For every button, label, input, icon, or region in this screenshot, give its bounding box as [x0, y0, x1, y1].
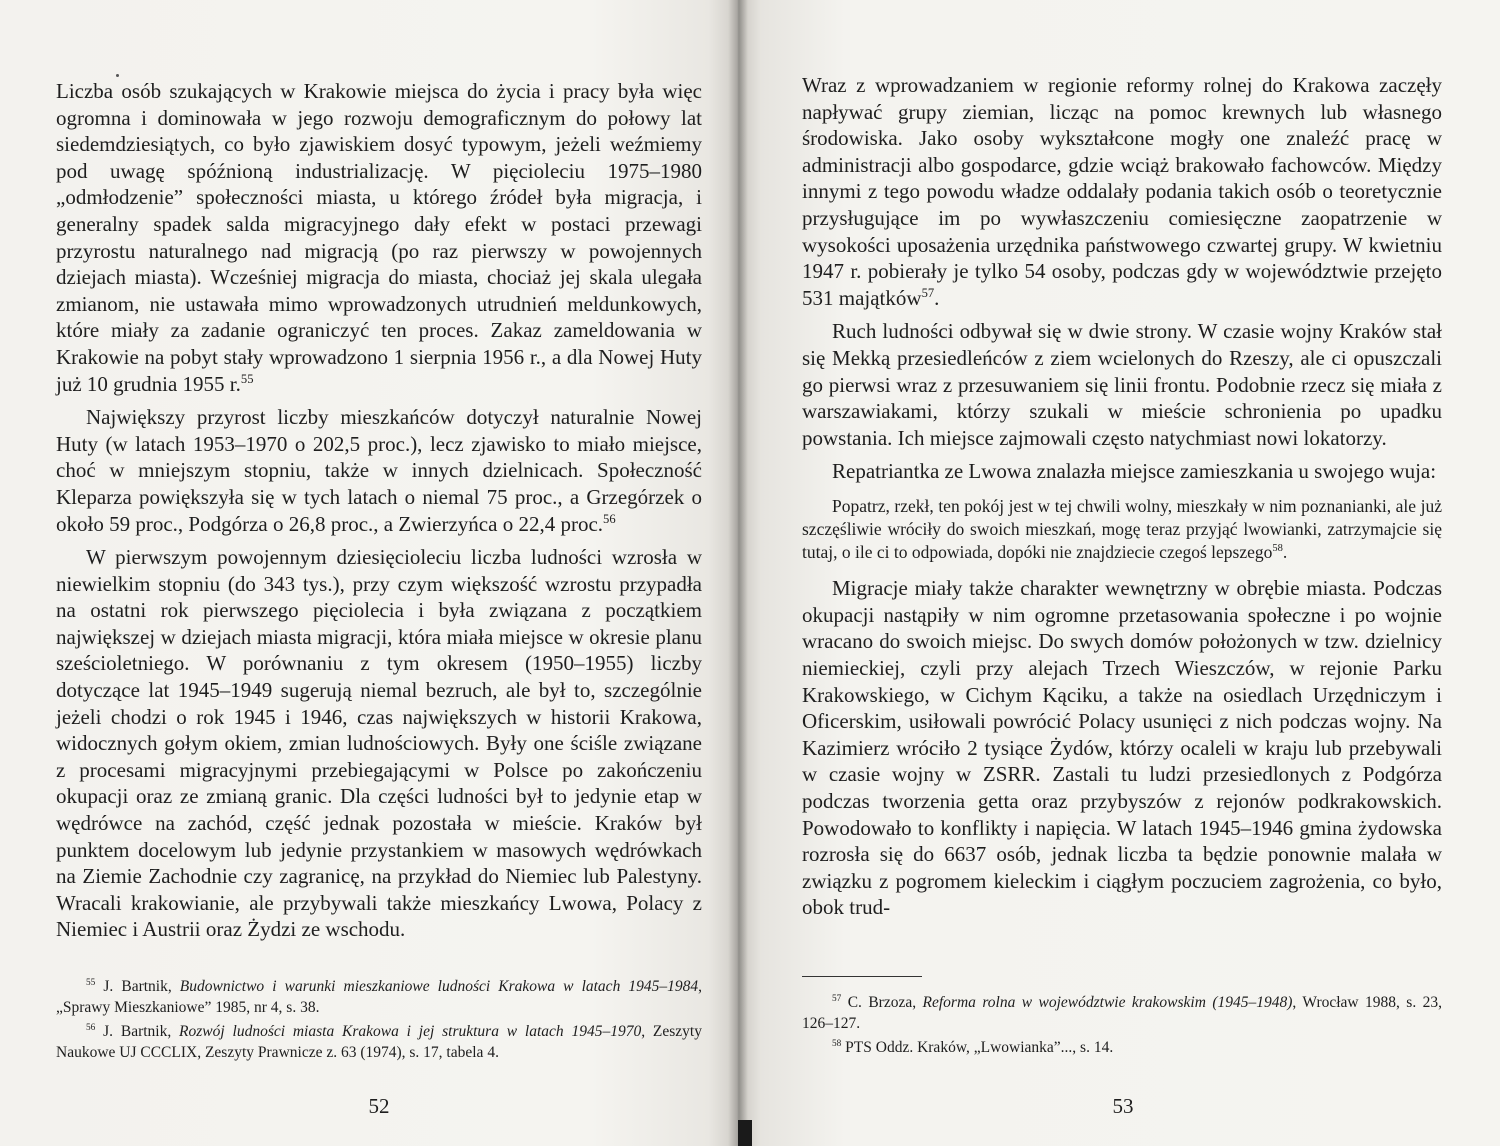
paragraph: Liczba osób szukających w Krakowie miejsca do życia i pracy była więc ogromna i dominowała w jego rozwoju demograficznym do połowy lat siedemdziesiątych, co było zjawiskiem dosyć typowym, jeżeli weźmiemy pod uwagę spóźnioną industrializację. W pięcioleciu 1975–1980 „odmłodzenie” społeczności miasta, u którego źródeł była migracja, i generalny spadek salda migracyjnego dały efekt w postaci przewagi przyrostu naturalnego nad migracją (po raz pierwszy w powojennych dziejach miasta). Wcześniej migracja do miasta, chociaż jej skala ulegała zmianom, nie ustawała mimo wprowadzonych utrudnień meldunkowych, które miały za zadanie ograniczyć ten proces. Zakaz zameldowania w Krakowie na pobyt stały wprowadzono 1 sierpnia 1956 r., a dla Nowej Huty już 10 grudnia 1955 r.$^{55}$: [56, 79, 702, 396]
footnote: $^{55}$ J. Bartnik, Budownictwo i warunki mieszkaniowe ludności Krakowa w latach 1945–1984, „Sprawy Mieszkaniowe” 1985, nr 4, s. 38.: [56, 977, 703, 1016]
paragraph: Wraz z wprowadzaniem w regionie reformy rolnej do Krakowa zaczęły napływać grupy ziemian, licząc na pomoc krewnych lub własnego środowiska. Jako osoby wykształcone mogły one znaleźć pracę w administracji albo gospodarce, gdzie wciąż brakowało fachowców. Między innymi z tego powodu władze oddalały podania takich osób o teoretycznie przysługujące im po wywłaszczeniu comiesięczne zaopatrzenie w wysokości uposażenia urzędnika państwowego czwartej grupy. W kwietniu 1947 r. pobierały je tylko 54 osoby, podczas gdy w województwie przejęto 531 majątków$^{57}$.: [802, 73, 1442, 310]
paragraph: Repatriantka ze Lwowa znalazła miejsce zamieszkania u swojego wuja:: [832, 459, 1437, 484]
left-page: [0, 0, 738, 1146]
block-quote: Popatrz, rzekł, ten pokój jest w tej chwili wolny, mieszkały w nim poznanianki, ale już szczęśliwie wróciły do swoich mieszkań, mogę teraz przyjąć lwowianki, zatrzymajcie się tutaj, o ile ci to odpowiada, dopóki nie znajdziecie czegoś lepszego$^{58}$.: [802, 495, 1442, 562]
right-page: [738, 0, 1500, 1146]
book-gutter: [728, 0, 748, 1146]
page-number: 52: [368, 1094, 390, 1118]
footnote-ref: 55: [240, 371, 254, 386]
paper-speck: [116, 74, 119, 77]
footnote-ref: 58: [1272, 542, 1283, 554]
left-footnotes: [56, 976, 702, 1066]
paragraph: Największy przyrost liczby mieszkańców dotyczył naturalnie Nowej Huty (w latach 1953–1970 o 202,5 proc.), lecz zjawisko to miało miejsce, choć w mniejszym stopniu, także w innych dzielnicach. Społeczność Kleparza powiększyła się w tych latach o niemal 75 proc., a Grzegórzek o około 59 proc., Podgórza o 26,8 proc., a Zwierzyńca o 22,4 proc.$^{56}$: [56, 405, 702, 536]
binding-mark: [738, 1120, 752, 1146]
page-number: 53: [1112, 1094, 1134, 1118]
paragraph: W pierwszym powojennym dziesięcioleciu liczba ludności wzrosła w niewielkim stopniu (do 343 tys.), przy czym większość wzrostu przypadła na ostatni rok pierwszego pięciolecia i była związana z początkiem największej w dziejach miasta migracji, która miała miejsce w okresie planu sześcioletniego. W porównaniu z tym okresem (1950–1955) liczby dotyczące lat 1945–1949 sugerują niemal bezruch, ale był to, szczególnie jeżeli chodzi o rok 1945 i 1946, czas największych w historii Krakowa, widocznych gołym okiem, zmian ludnościowych. Były one ściśle związane z procesami migracyjnymi przebiegającymi w Polsce po zakończeniu okupacji oraz ze zmianą granic. Dla części ludności był to jedynie etap w wędrówce na zachód, część jednak pozostała w mieście. Kraków był punktem docelowym lub jedynie przystankiem w masowych wędrówkach na Ziemie Zachodnie czy zagranicę, na przykład do Niemiec lub Palestyny. Wracali krakowianie, ale przybywali także mieszkańcy Lwowa, Polacy z Niemiec i Austrii oraz Żydzi ze wschodu.: [56, 545, 702, 942]
footnote: $^{58}$ PTS Oddz. Kraków, „Lwowianka”..., s. 14.: [832, 1038, 1114, 1056]
right-footnotes: [802, 992, 1442, 1061]
paragraph: Ruch ludności odbywał się w dwie strony. W czasie wojny Kraków stał się Mekką przesiedleńców z ziem wcielonych do Rzeszy, ale ci opuszczali go pierwsi wraz z przesuwaniem się linii frontu. Podobnie rzecz się miała z warszawiakami, którzy szukali w mieście schronienia po upadku powstania. Ich miejsce zajmowali często natychmiast nowi lokatorzy.: [802, 319, 1442, 450]
footnote: $^{57}$ C. Brzoza, Reforma rolna w województwie krakowskim (1945–1948), Wrocław 1988, s. 23, 126–127.: [802, 993, 1443, 1032]
right-body-text: [802, 72, 1442, 928]
footnote-ref: 57: [921, 285, 935, 300]
left-body-text: [56, 78, 702, 950]
footnote-ref: 56: [603, 511, 616, 526]
footnote: $^{56}$ J. Bartnik, Rozwój ludności miasta Krakowa i jej struktura w latach 1945–1970, Zeszyty Naukowe UJ CCCLIX, Zeszyty Prawnicze z. 63 (1974), s. 17, tabela 4.: [56, 1022, 702, 1061]
footnote-divider: [802, 976, 922, 977]
paragraph: Migracje miały także charakter wewnętrzny w obrębie miasta. Podczas okupacji nastąpiły w nim ogromne przetasowania społeczne i po wojnie wracano do swoich miejsc. Do swych domów położonych w tzw. dzielnicy niemieckiej, czyli przy alejach Trzech Wieszczów, w rejonie Parku Krakowskiego, w Cichym Kąciku, a także na osiedlach Urzędniczym i Oficerskim, usiłowali powrócić Polacy usunięci z nich podczas wojny. Na Kazimierz wróciło 2 tysiące Żydów, którzy ocaleli w kraju lub przebywali w czasie wojny w ZSRR. Zastali tu ludzi przesiedlonych z Podgórza podczas tworzenia getta oraz przybyszów z rejonów podkrakowskich. Powodowało to konflikty i napięcia. W latach 1945–1946 gmina żydowska rozrosła się do 6637 osób, jednak liczba ta będzie ponownie malała w związku z pogromem kieleckim i ciągłym poczuciem zagrożenia, co było, obok trud-: [802, 576, 1442, 920]
